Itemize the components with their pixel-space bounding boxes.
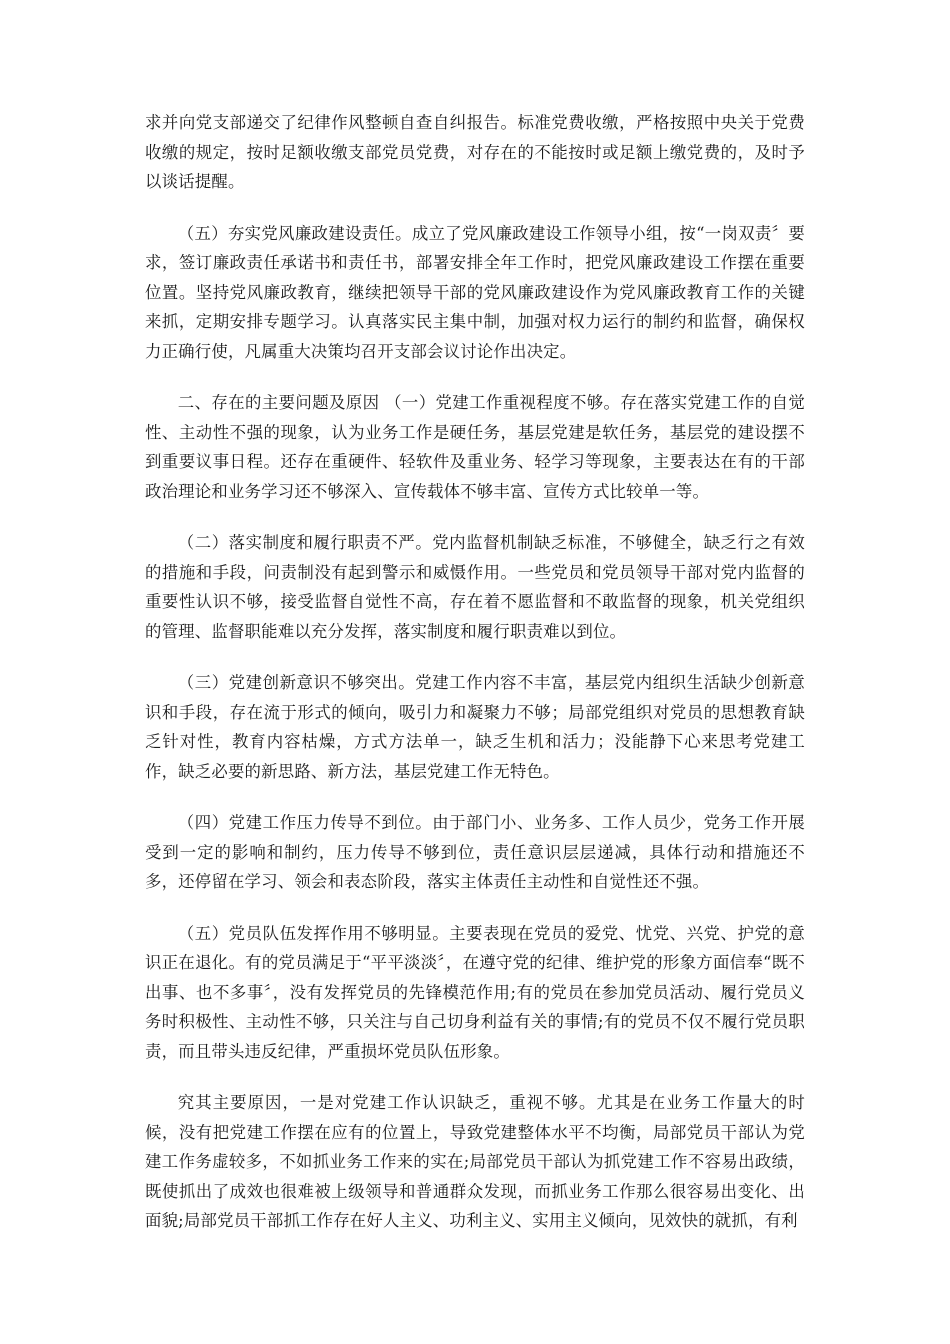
paragraph-problems-3: （三）党建创新意识不够突出。党建工作内容不丰富，基层党内组织生活缺少创新意识和手段，存在流于形式的倾向，吸引力和凝聚力不够；局部党组织对党员的思想教育缺乏针对性，教育内容枯燥，方式方法单一，缺乏生机和活力；没能静下心来思考党建工作，缺乏必要的新思路、新方法，基层党建工作无特色。 (145, 673, 805, 781)
paragraph-problems-5: （五）党员队伍发挥作用不够明显。主要表现在党员的爱党、忧党、兴党、护党的意识正在退化。有的党员满足于“平平淡淡〞，在遵守党的纪律、维护党的形象方面信奉“既不出事、也不多事〞，没有发挥党员的先锋模范作用;有的党员在参加党员活动、履行党员义务时积极性、主动性不够，只关注与自己切身利益有关的事情;有的党员不仅不履行党员职责，而且带头违反纪律，严重损坏党员队伍形象。 (145, 923, 805, 1061)
paragraph-problems-1: 二、存在的主要问题及原因 （一）党建工作重视程度不够。存在落实党建工作的自觉性、主动性不强的现象，认为业务工作是硬任务，基层党建是软任务，基层党的建设摆不到重要议事日程。还存在重硬件、轻软件及重业务、轻学习等现象，主要表达在有的干部政治理论和业务学习还不够深入、宣传载体不够丰富、宣传方式比较单一等。 (145, 393, 805, 501)
paragraph-problems-4: （四）党建工作压力传导不到位。由于部门小、业务多、工作人员少，党务工作开展受到一定的影响和制约，压力传导不够到位，责任意识层层递减，具体行动和措施还不多，还停留在学习、领会和表态阶段，落实主体责任主动性和自觉性还不强。 (145, 813, 805, 891)
paragraph-continuation: 求并向党支部递交了纪律作风整顿自查自纠报告。标准党费收缴，严格按照中央关于党费收缴的规定，按时足额收缴支部党员党费，对存在的不能按时或足额上缴党费的，及时予以谈话提醒。 (145, 113, 805, 191)
document-page (145, 108, 805, 1258)
paragraph-problems-2: （二）落实制度和履行职责不严。党内监督机制缺乏标准，不够健全，缺乏行之有效的措施和手段，问责制没有起到警示和威慑作用。一些党员和党员领导干部对党内监督的重要性认识不够，接受监督自觉性不高，存在着不愿监督和不敢监督的现象，机关党组织的管理、监督职能难以充分发挥，落实制度和履行职责难以到位。 (145, 533, 805, 641)
paragraph-causes: 究其主要原因，一是对党建工作认识缺乏，重视不够。尤其是在业务工作量大的时候，没有把党建工作摆在应有的位置上，导致党建整体水平不均衡，局部党员干部认为党建工作务虚较多，不如抓业务工作来的实在;局部党员干部认为抓党建工作不容易出政绩，既使抓出了成效也很难被上级领导和普通群众发现，而抓业务工作那么很容易出变化、出面貌;局部党员干部抓工作存在好人主义、功利主义、实用主义倾向，见效快的就抓，有利 (145, 1093, 805, 1230)
paragraph-section-5-integrity: （五）夯实党风廉政建设责任。成立了党风廉政建设工作领导小组，按“一岗双责〞要求，签订廉政责任承诺书和责任书，部署安排全年工作时，把党风廉政建设工作摆在重要位置。坚持党风廉政教育，继续把领导干部的党风廉政建设作为党风廉政教育工作的关键来抓，定期安排专题学习。认真落实民主集中制，加强对权力运行的制约和监督，确保权力正确行使，凡属重大决策均召开支部会议讨论作出决定。 (145, 223, 805, 361)
